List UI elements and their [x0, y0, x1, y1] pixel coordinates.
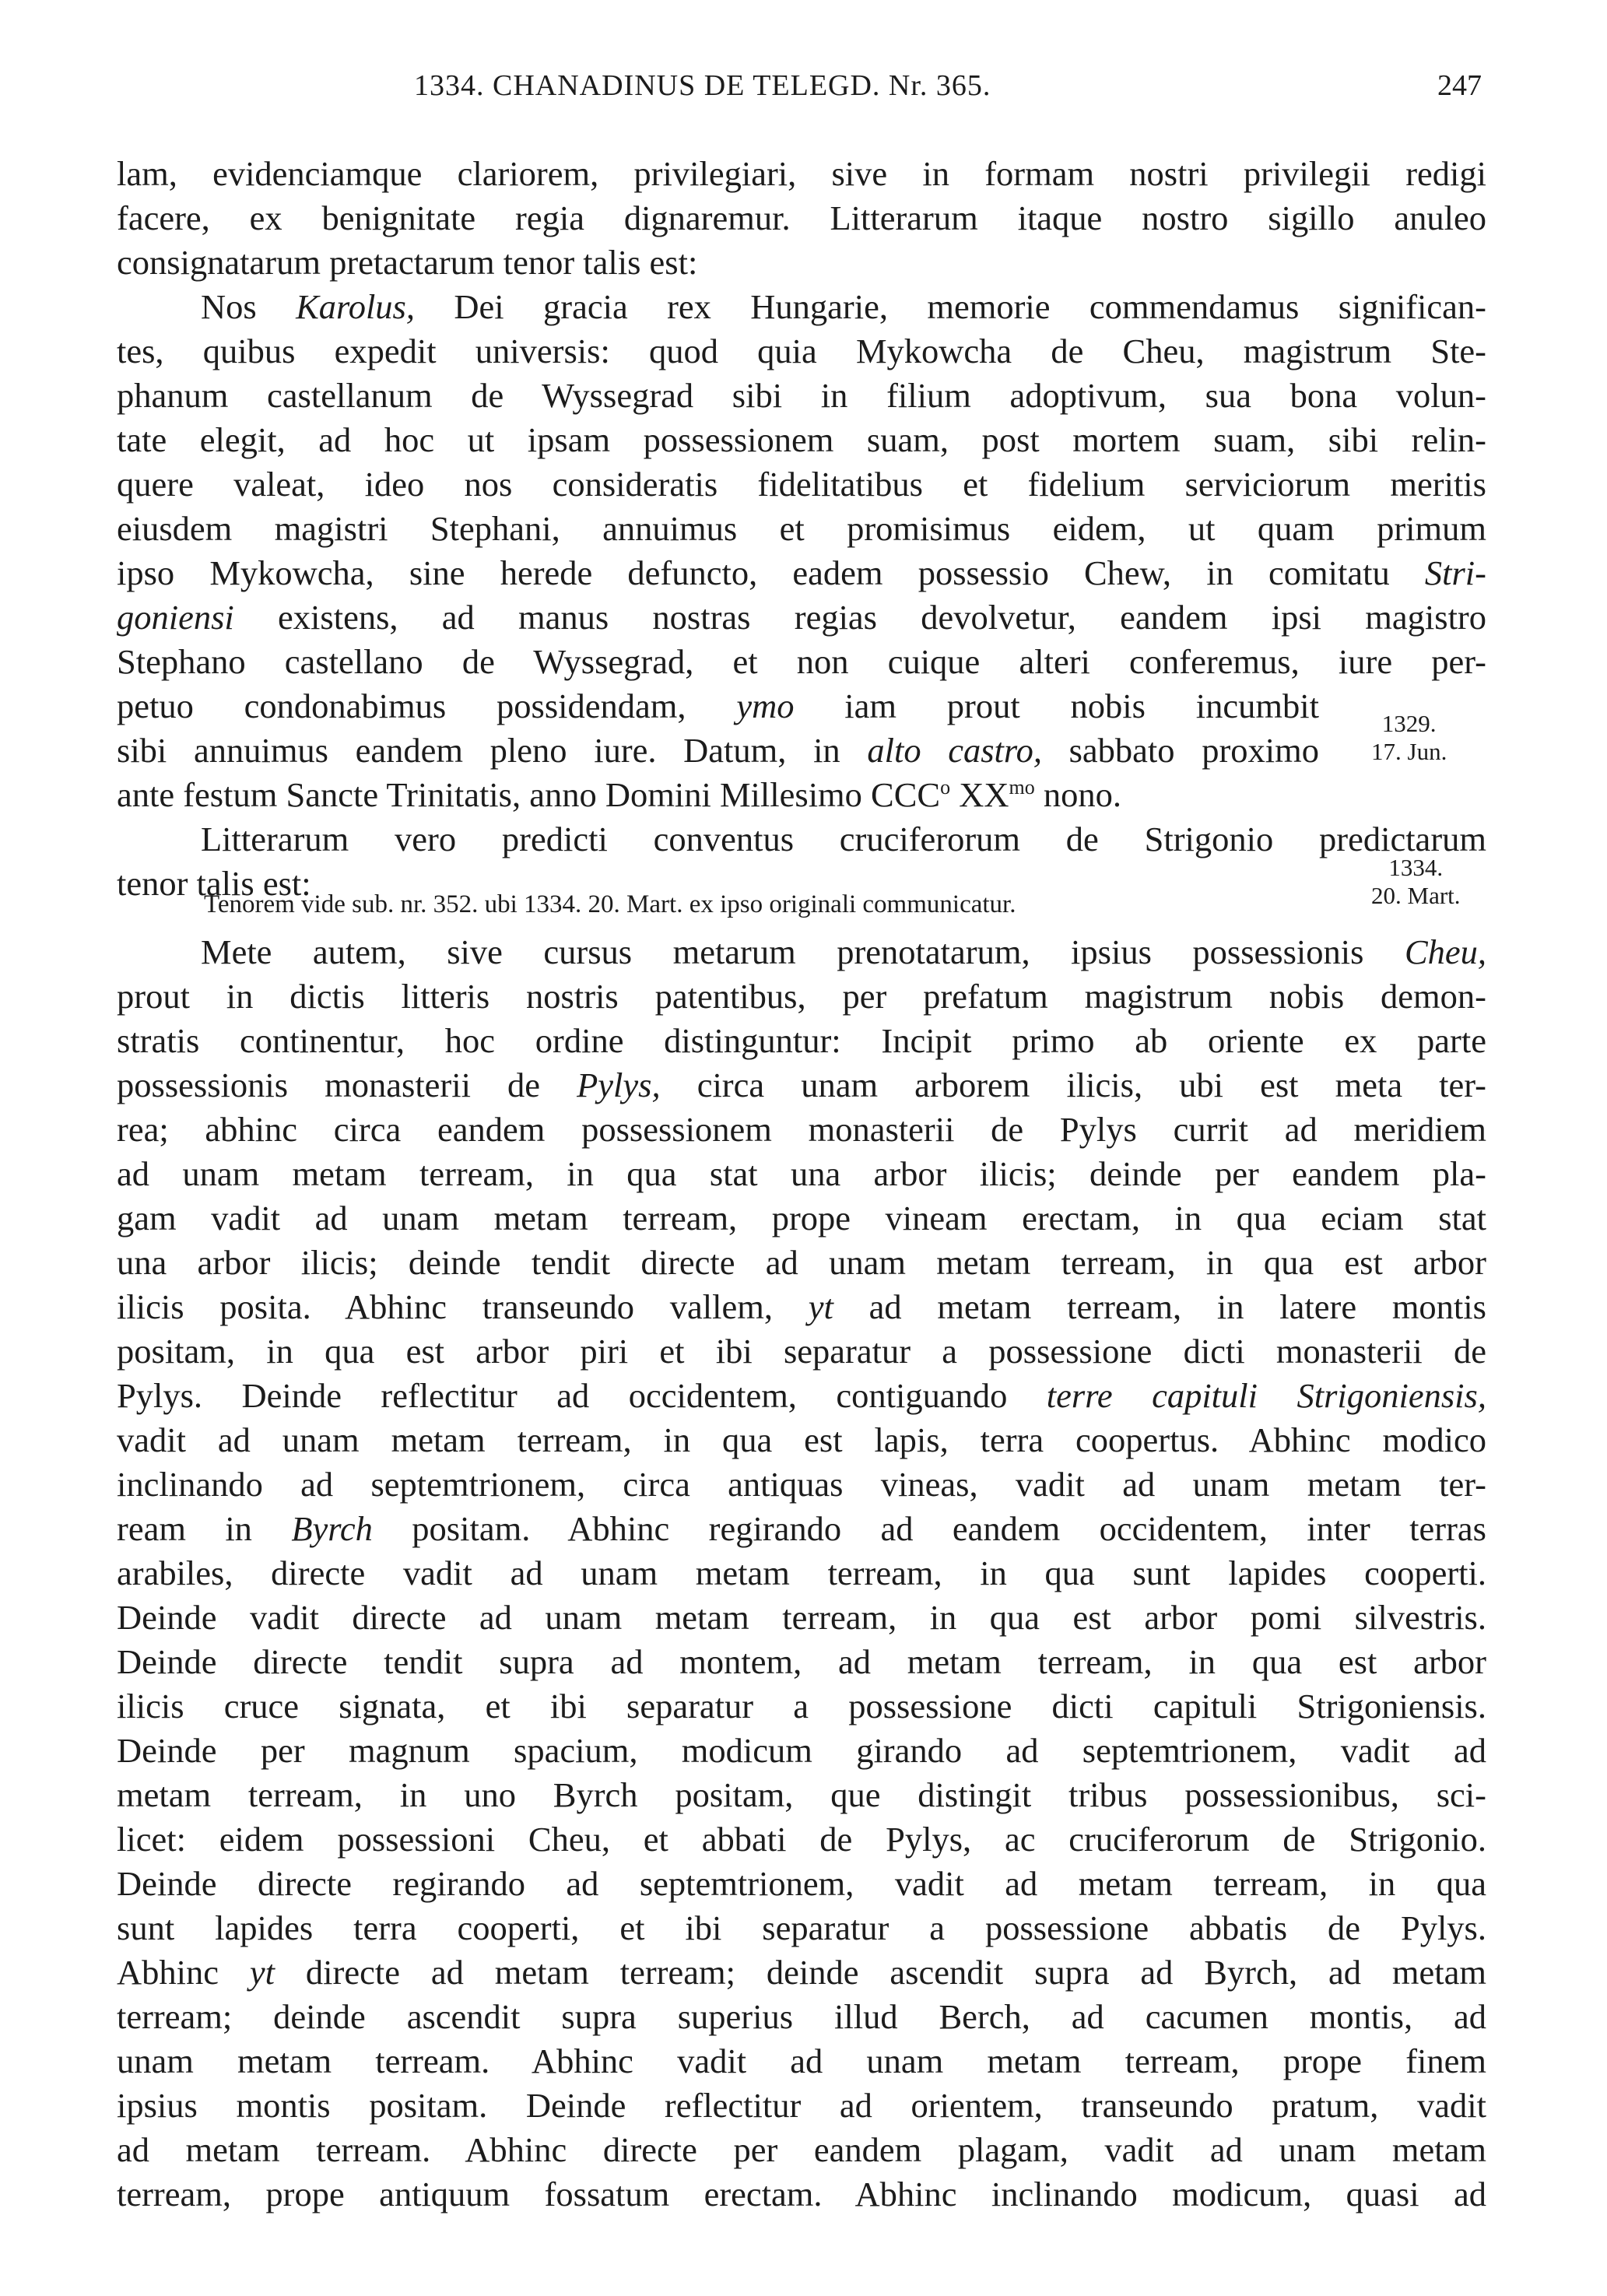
- text-line: Stephano castellano de Wyssegrad, et non cuique alteri conferemus, iure per-: [117, 642, 1486, 681]
- text-line: gam vadit ad unam metam terream, prope vineam erectam, in qua eciam stat: [117, 1199, 1486, 1238]
- text-line: arabiles, directe vadit ad unam metam terream, in qua sunt lapides cooperti.: [117, 1553, 1486, 1592]
- text-line: stratis continentur, hoc ordine distinguntur: Incipit primo ab oriente ex parte: [117, 1021, 1486, 1060]
- text-line: ad metam terream. Abhinc directe per eandem plagam, vadit ad unam metam: [117, 2130, 1486, 2169]
- text-line: Litterarum vero predicti conventus cruciferorum de Strigonio predictarum: [201, 820, 1486, 858]
- text-line: unam metam terream. Abhinc vadit ad unam metam terream, prope finem: [117, 2041, 1486, 2080]
- text-line: Abhinc yt directe ad metam terream; deinde ascendit supra ad Byrch, ad metam: [117, 1953, 1486, 1992]
- text-line: facere, ex benignitate regia dignaremur. Litterarum itaque nostro sigillo anuleo: [117, 198, 1486, 237]
- text-line: vadit ad unam metam terream, in qua est lapis, terra coopertus. Abhinc modico: [117, 1420, 1486, 1459]
- text-line: ipsius montis positam. Deinde reflectitur ad orientem, transeundo pratum, vadit: [117, 2086, 1486, 2125]
- text-line: inclinando ad septemtrionem, circa antiquas vineas, vadit ad unam metam ter-: [117, 1465, 1486, 1504]
- text-line: tate elegit, ad hoc ut ipsam possessionem suam, post mortem suam, sibi relin-: [117, 420, 1486, 459]
- editorial-note: [117, 885, 1486, 924]
- text-line: possessionis monasterii de Pylys, circa unam arborem ilicis, ubi est meta ter-: [117, 1065, 1486, 1104]
- text-line: consignatarum pretactarum tenor talis est:: [117, 243, 698, 282]
- text-line: una arbor ilicis; deinde tendit directe ad unam metam terream, in qua est arbor: [117, 1243, 1486, 1282]
- text-line: Pylys. Deinde reflectitur ad occidentem, contiguando terre capituli Strigoniensis,: [117, 1376, 1486, 1415]
- text-line: prout in dictis litteris nostris patentibus, per prefatum magistrum nobis demon-: [117, 977, 1486, 1016]
- margin-date-note: [1371, 854, 1461, 910]
- running-header: [117, 68, 1486, 115]
- text-line: terream; deinde ascendit supra superius illud Berch, ad cacumen montis, ad: [117, 1997, 1486, 2036]
- header-title: 1334. CHANADINUS DE TELEGD. Nr. 365.: [414, 69, 991, 102]
- text-line: Deinde vadit directe ad unam metam terream, in qua est arbor pomi silvestris.: [117, 1598, 1486, 1637]
- margin-note-year: 1334.: [1388, 854, 1444, 881]
- text-line: Deinde directe tendit supra ad montem, ad metam terream, in qua est arbor: [117, 1642, 1486, 1681]
- text-line: goniensi existens, ad manus nostras regias devolvetur, eandem ipsi magistro: [117, 598, 1486, 637]
- margin-note-year: 1329.: [1381, 710, 1437, 737]
- text-line: phanum castellanum de Wyssegrad sibi in filium adoptivum, sua bona volun-: [117, 376, 1486, 415]
- text-line: rea; abhinc circa eandem possessionem monasterii de Pylys currit ad meridiem: [117, 1110, 1486, 1149]
- text-line: ipso Mykowcha, sine herede defuncto, eadem possessio Chew, in comitatu Stri-: [117, 553, 1486, 592]
- text-line: Mete autem, sive cursus metarum prenotatarum, ipsius possessionis Cheu,: [201, 932, 1486, 971]
- main-text-continued: [117, 930, 1486, 2217]
- text-line: ream in Byrch positam. Abhinc regirando ad eandem occidentem, inter terras: [117, 1509, 1486, 1548]
- text-line: Deinde directe regirando ad septemtrionem, vadit ad metam terream, in qua: [117, 1864, 1486, 1903]
- text-line: Deinde per magnum spacium, modicum girando ad septemtrionem, vadit ad: [117, 1731, 1486, 1770]
- text-line: Nos Karolus, Dei gracia rex Hungarie, memorie commendamus significan-: [201, 287, 1486, 326]
- text-line: tes, quibus expedit universis: quod quia Mykowcha de Cheu, magistrum Ste-: [117, 332, 1486, 370]
- text-line: quere valeat, ideo nos consideratis fidelitatibus et fidelium serviciorum meritis: [117, 465, 1486, 504]
- text-line: tenor talis est:: [117, 864, 311, 903]
- margin-note-date: 20. Mart.: [1371, 882, 1461, 909]
- text-line: sunt lapides terra cooperti, et ibi separatur a possessione abbatis de Pylys.: [117, 1908, 1486, 1947]
- margin-date-note: [1371, 710, 1447, 766]
- text-line: petuo condonabimus possidendam, ymo iam prout nobis incumbit: [117, 686, 1319, 725]
- main-text: [117, 152, 1486, 906]
- text-line: lam, evidenciamque clariorem, privilegiari, sive in formam nostri privilegii redigi: [117, 154, 1486, 193]
- text-line: licet: eidem possessioni Cheu, et abbati de Pylys, ac cruciferorum de Strigonio.: [117, 1820, 1486, 1859]
- text-line: metam terream, in uno Byrch positam, que distingit tribus possessionibus, sci-: [117, 1775, 1486, 1814]
- text-line: ad unam metam terream, in qua stat una arbor ilicis; deinde per eandem pla-: [117, 1154, 1486, 1193]
- text-line: positam, in qua est arbor piri et ibi separatur a possessione dicti monasterii de: [117, 1332, 1486, 1371]
- note-line: Tenorem vide sub. nr. 352. ubi 1334. 20. Mart. ex ipso originali communicatur.: [204, 890, 1016, 918]
- text-line: sibi annuimus eandem pleno iure. Datum, in alto castro, sabbato proximo: [117, 731, 1319, 770]
- page-number: 247: [1437, 69, 1482, 102]
- text-line: ante festum Sancte Trinitatis, anno Domini Millesimo CCC$^o$ $XX^{mo}$ nono.: [117, 775, 1121, 814]
- margin-note-date: 17. Jun.: [1371, 738, 1447, 765]
- text-line: eiusdem magistri Stephani, annuimus et promisimus eidem, ut quam primum: [117, 509, 1486, 548]
- text-line: ilicis cruce signata, et ibi separatur a possessione dicti capituli Strigoniensis.: [117, 1687, 1486, 1726]
- text-line: terream, prope antiquum fossatum erectam. Abhinc inclinando modicum, quasi ad: [117, 2175, 1486, 2213]
- text-line: ilicis posita. Abhinc transeundo vallem, yt ad metam terream, in latere montis: [117, 1287, 1486, 1326]
